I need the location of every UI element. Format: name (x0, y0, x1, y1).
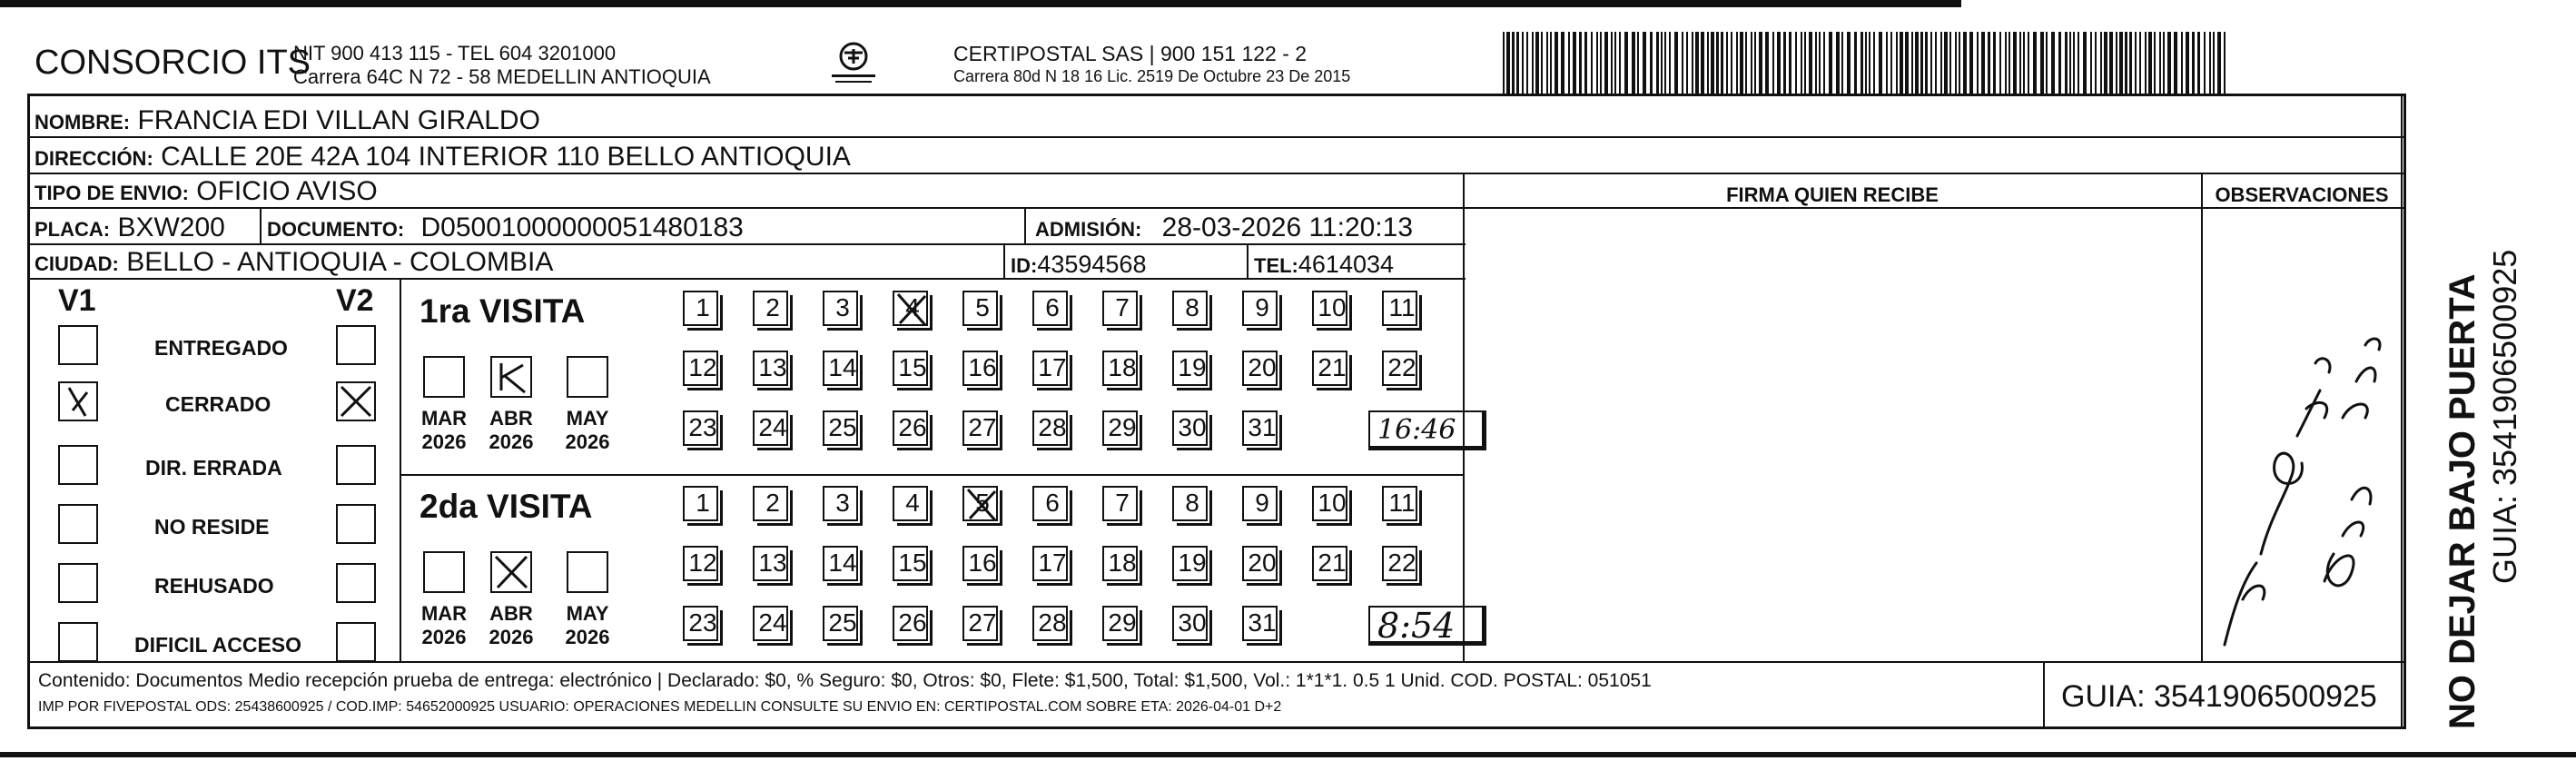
day-checkbox[interactable]: 28 (1032, 410, 1072, 450)
day-checkbox[interactable]: 21 (1312, 546, 1352, 586)
barcode-bar (1591, 32, 1593, 94)
barcode-bar (1619, 32, 1621, 94)
barcode-bar (2167, 32, 2171, 94)
barcode-bar (1809, 32, 1812, 94)
day-checkbox[interactable]: 29 (1102, 606, 1142, 646)
barcode-bar (2100, 32, 2102, 94)
barcode-bar (2109, 32, 2113, 94)
barcode-bar (2019, 32, 2021, 94)
barcode-bar (2139, 32, 2141, 94)
col-divider (1247, 243, 1249, 278)
barcode-bar (1920, 32, 1923, 94)
barcode-bar (2046, 32, 2048, 94)
day-checkbox[interactable]: 17 (1032, 546, 1072, 586)
v2-label: V2 (336, 283, 374, 318)
barcode-bar (1783, 32, 1786, 94)
v2-checkbox[interactable] (336, 504, 376, 544)
v2-checkbox[interactable] (336, 381, 376, 421)
v2-checkbox[interactable] (336, 445, 376, 485)
barcode-bar (1772, 32, 1774, 94)
barcode-bar (2135, 32, 2137, 94)
barcode-bar (1940, 32, 1942, 94)
barcode-bar (2213, 32, 2215, 94)
status-label: DIR. ERRADA (145, 456, 282, 479)
barcode-bar (1716, 32, 1719, 94)
placa-field: PLACA: BXW200 (35, 212, 225, 242)
day-checkbox[interactable]: 15 (893, 546, 933, 586)
day-checkbox[interactable]: 5 (962, 291, 1002, 331)
day-checkbox[interactable]: 4 (893, 291, 933, 331)
day-checkbox[interactable]: 12 (683, 351, 723, 390)
barcode-bar (1526, 32, 1528, 94)
v2-checkbox[interactable] (336, 325, 376, 365)
day-checkbox[interactable]: 1 (683, 486, 723, 526)
certipostal-logo-icon (826, 38, 881, 93)
barcode-bar (1600, 32, 1602, 94)
day-checkbox[interactable]: 3 (823, 486, 863, 526)
documento-field: DOCUMENTO: D050010000000514​80183 (267, 212, 744, 242)
day-mark-icon (893, 291, 933, 331)
company-name: CONSORCIO ITS (35, 44, 311, 82)
barcode-bar (1568, 32, 1570, 94)
barcode-bar (1988, 32, 1990, 94)
day-checkbox[interactable]: 6 (1032, 291, 1072, 331)
barcode-bar (1707, 32, 1709, 94)
day-checkbox[interactable]: 15 (893, 351, 933, 390)
day-checkbox[interactable]: 9 (1242, 291, 1282, 331)
barcode-bar (1981, 32, 1985, 94)
admision-field: ADMISIÓN: 28-03-2026 11:20:13 (1035, 212, 1414, 242)
barcode-bar (1829, 32, 1832, 94)
row-divider (28, 278, 1466, 280)
address-line: Carrera 64C N 72 - 58 MEDELLIN ANTIOQUIA (293, 65, 711, 88)
barcode-bar (1643, 32, 1646, 94)
visit-divider (400, 474, 1463, 476)
barcode-bar (2129, 32, 2132, 94)
barcode-bar (1854, 32, 1857, 94)
observaciones-header: OBSERVACIONES (2215, 183, 2389, 206)
barcode-bar (2073, 32, 2075, 94)
barcode-bar (1731, 32, 1732, 94)
barcode-bar (1911, 32, 1913, 94)
day-checkbox[interactable]: 12 (683, 546, 723, 586)
barcode-bar (1656, 32, 1659, 94)
barcode-bar (1674, 32, 1678, 94)
day-checkbox[interactable]: 19 (1172, 351, 1212, 390)
day-checkbox[interactable]: 18 (1102, 546, 1142, 586)
day-checkbox[interactable]: 22 (1382, 546, 1422, 586)
barcode-bar (2209, 32, 2211, 94)
day-checkbox[interactable]: 30 (1172, 410, 1212, 450)
day-checkbox[interactable]: 13 (753, 351, 793, 390)
barcode-bar (2186, 32, 2189, 94)
barcode-bar (2040, 32, 2044, 94)
tel-field: TEL:4614034 (1254, 251, 1395, 278)
row-divider (28, 207, 2403, 209)
day-checkbox[interactable]: 31 (1242, 606, 1282, 646)
tipo-envio-field: TIPO DE ENVIO: OFICIO AVISO (35, 176, 378, 206)
barcode-bar (1959, 32, 1960, 94)
barcode-bar (1999, 32, 2001, 94)
barcode-bar (1695, 32, 1699, 94)
v1-checkbox[interactable] (58, 622, 98, 662)
footer-print-info: IMP POR FIVEPOSTAL ODS: 25438600925 / COD.IMP: 54652000925 USUARIO: OPERACIONES MEDELLIN CONSULTE SU ENVIO EN: CERTIPOSTAL.COM SOBRE ETA: 2026-04-01 D+2 (38, 699, 1282, 715)
barcode-bar (2192, 32, 2195, 94)
barcode-bar (1516, 32, 1519, 94)
barcode-bar (2058, 32, 2061, 94)
visit-time-box[interactable] (1368, 410, 1486, 450)
barcode-bar (1890, 32, 1892, 94)
barcode-bar (1669, 32, 1671, 94)
col-divider (2201, 173, 2203, 661)
day-checkbox[interactable]: 31 (1242, 410, 1282, 450)
month-label: MAY 2026 (565, 407, 610, 453)
barcode-bar (1819, 32, 1821, 94)
day-checkbox[interactable]: 10 (1312, 486, 1352, 526)
visit-title: 2da VISITA (419, 488, 593, 525)
day-checkbox[interactable]: 21 (1312, 351, 1352, 390)
day-checkbox[interactable]: 27 (962, 606, 1002, 646)
v2-checkbox[interactable] (336, 563, 376, 603)
day-checkbox[interactable]: 1 (683, 291, 723, 331)
barcode-bar (1795, 32, 1797, 94)
barcode-bar (1522, 32, 1524, 94)
barcode-bar (1801, 32, 1802, 94)
barcode-bar (1944, 32, 1948, 94)
day-checkbox[interactable]: 14 (823, 351, 863, 390)
barcode-bar (1532, 32, 1534, 94)
col-divider (400, 278, 401, 661)
col-divider (2401, 94, 2403, 729)
day-checkbox[interactable]: 28 (1032, 606, 1072, 646)
day-checkbox[interactable]: 6 (1032, 486, 1072, 526)
barcode-bar (1554, 32, 1558, 94)
no-dejar-bajo-puerta: NO DEJAR BAJO PUERTA (2443, 273, 2482, 729)
day-checkbox[interactable]: 14 (823, 546, 863, 586)
month-checkbox-mar[interactable] (423, 356, 465, 398)
day-checkbox[interactable]: 26 (893, 606, 933, 646)
barcode-bar (1915, 32, 1919, 94)
barcode-bar (1650, 32, 1653, 94)
barcode-bar (1977, 32, 1979, 94)
nombre-value: FRANCIA EDI VILLAN GIRALDO (137, 105, 540, 135)
top-border (0, 0, 1961, 7)
barcode-bar (1596, 32, 1598, 94)
barcode-bar (1896, 32, 1898, 94)
bottom-border (0, 752, 2576, 757)
barcode-bar (2217, 32, 2221, 94)
month-checkbox-mar[interactable] (423, 551, 465, 593)
barcode-bar (1682, 32, 1683, 94)
day-checkbox[interactable]: 5 (962, 486, 1002, 526)
barcode-bar (2224, 32, 2226, 94)
day-checkbox[interactable]: 30 (1172, 606, 1212, 646)
v1-checkbox[interactable] (58, 325, 98, 365)
barcode-bar (1686, 32, 1688, 94)
month-checkbox-may[interactable] (567, 551, 608, 593)
footer-content: Contenido: Documentos Medio recepción prueba de entrega: electrónico | Declarado: $0, % Seguro: $0, Otros: $0, Flete: $1,500, Total: $1,500, Vol.: 1*1*1. 0.5 1 Unid. COD. POSTAL: 051051 (38, 670, 1652, 691)
documento-value: D050010000000514​80183 (420, 212, 744, 242)
month-label: MAR 2026 (420, 407, 468, 453)
v1-label: V1 (58, 283, 96, 318)
barcode-bar (1905, 32, 1909, 94)
barcode-bar (1740, 32, 1743, 94)
barcode-bar (2023, 32, 2025, 94)
barcode (1503, 32, 2229, 94)
id-field: ID:43594568 (1011, 251, 1147, 278)
barcode-bar (2125, 32, 2127, 94)
barcode-bar (1624, 32, 1628, 94)
day-checkbox[interactable]: 18 (1102, 351, 1142, 390)
barcode-bar (1604, 32, 1608, 94)
day-checkbox[interactable]: 24 (753, 410, 793, 450)
col-divider (260, 207, 262, 243)
barcode-bar (1579, 32, 1582, 94)
barcode-bar (2204, 32, 2206, 94)
barcode-bar (1804, 32, 1806, 94)
row-divider (28, 136, 2403, 138)
day-checkbox[interactable]: 16 (962, 351, 1002, 390)
certipostal-line2: Carrera 80d N 18 16 Lic. 2519 De Octubre 23 De 2015 (953, 67, 1351, 85)
month-checkbox-abr[interactable] (490, 356, 532, 398)
day-checkbox[interactable]: 22 (1382, 351, 1422, 390)
barcode-bar (1535, 32, 1539, 94)
col-divider (2043, 661, 2045, 729)
barcode-bar (2065, 32, 2068, 94)
tel-value: 4614034 (1298, 251, 1395, 278)
barcode-bar (2069, 32, 2071, 94)
month-checkbox-may[interactable] (567, 356, 608, 398)
month-label: ABR 2026 (489, 602, 534, 648)
barcode-bar (2028, 32, 2029, 94)
barcode-bar (1512, 32, 1515, 94)
day-mark-icon (962, 486, 1002, 526)
barcode-bar (2116, 32, 2117, 94)
barcode-bar (1993, 32, 1996, 94)
day-checkbox[interactable]: 3 (823, 291, 863, 331)
barcode-bar (2104, 32, 2107, 94)
day-checkbox[interactable]: 29 (1102, 410, 1142, 450)
visit-time: 16:46 (1377, 414, 1456, 446)
day-checkbox[interactable]: 23 (683, 410, 723, 450)
day-checkbox[interactable]: 7 (1102, 486, 1142, 526)
barcode-bar (1860, 32, 1863, 94)
barcode-bar (1955, 32, 1957, 94)
barcode-bar (1503, 32, 1505, 94)
barcode-bar (2119, 32, 2123, 94)
barcode-bar (1865, 32, 1867, 94)
barcode-bar (1815, 32, 1817, 94)
col-divider (1003, 243, 1005, 278)
v2-checkbox[interactable] (336, 622, 376, 662)
admision-value: 28-03-2026 11:20:13 (1161, 212, 1414, 242)
footer-guia: GUIA: 3541906500925 (2061, 679, 2377, 714)
barcode-bar (1879, 32, 1882, 94)
day-checkbox[interactable]: 7 (1102, 291, 1142, 331)
certipostal-line1: CERTIPOSTAL SAS | 900 151 122 - 2 (953, 42, 1308, 65)
footer-divider (28, 661, 2403, 663)
status-label: CERRADO (165, 392, 271, 416)
barcode-bar (1873, 32, 1875, 94)
barcode-bar (1765, 32, 1769, 94)
barcode-bar (1701, 32, 1704, 94)
barcode-bar (2008, 32, 2010, 94)
day-checkbox[interactable]: 8 (1172, 291, 1212, 331)
day-checkbox[interactable]: 4 (893, 486, 933, 526)
side-guia: GUIA: 3541906500925 (2486, 249, 2523, 584)
barcode-bar (1823, 32, 1825, 94)
month-label: ABR 2026 (489, 407, 534, 453)
barcode-bar (2083, 32, 2087, 94)
barcode-bar (1745, 32, 1747, 94)
barcode-bar (1561, 32, 1564, 94)
direccion-value: CALLE 20E 42A 104 INTERIOR 110 BELLO ANTIOQUIA (161, 142, 851, 172)
nombre-field: NOMBRE: FRANCIA EDI VILLAN GIRALDO (35, 105, 540, 135)
barcode-bar (1736, 32, 1738, 94)
barcode-bar (1900, 32, 1903, 94)
status-label: ENTREGADO (154, 336, 288, 360)
barcode-bar (2005, 32, 2007, 94)
placa-value: BXW200 (117, 212, 225, 242)
day-checkbox[interactable]: 23 (683, 606, 723, 646)
status-label: NO RESIDE (154, 515, 270, 539)
barcode-bar (2148, 32, 2152, 94)
barcode-bar (1584, 32, 1587, 94)
day-checkbox[interactable]: 25 (823, 606, 863, 646)
direccion-field: DIRECCIÓN: CALLE 20E 42A 104 INTERIOR 110 BELLO ANTIOQUIA (35, 142, 851, 172)
row-divider (28, 173, 2403, 174)
month-label: MAY 2026 (565, 602, 610, 648)
barcode-bar (2095, 32, 2097, 94)
barcode-bar (2159, 32, 2161, 94)
barcode-bar (1614, 32, 1616, 94)
visit-time: 8:54 (1377, 606, 1456, 646)
day-checkbox[interactable]: 19 (1172, 546, 1212, 586)
col-divider (1024, 207, 1026, 243)
nit-line: NIT 900 413 115 - TEL 604 3201000 (293, 42, 617, 64)
barcode-bar (1711, 32, 1714, 94)
barcode-bar (2090, 32, 2092, 94)
barcode-bar (1550, 32, 1552, 94)
day-checkbox[interactable]: 20 (1242, 351, 1282, 390)
id-value: 43594568 (1037, 251, 1147, 278)
v1-checkbox[interactable] (58, 445, 98, 485)
barcode-bar (1789, 32, 1791, 94)
barcode-bar (2145, 32, 2147, 94)
barcode-bar (1836, 32, 1840, 94)
barcode-bar (1969, 32, 1973, 94)
ciudad-field: CIUDAD: BELLO - ANTIOQUIA - COLOMBIA (35, 247, 554, 277)
day-checkbox[interactable]: 25 (823, 410, 863, 450)
v1-checkbox[interactable] (58, 563, 98, 603)
status-label: REHUSADO (154, 574, 274, 598)
observacion-signature (2206, 309, 2397, 654)
day-checkbox[interactable]: 8 (1172, 486, 1212, 526)
barcode-bar (1869, 32, 1870, 94)
barcode-bar (1759, 32, 1762, 94)
day-checkbox[interactable]: 2 (753, 486, 793, 526)
barcode-bar (2033, 32, 2037, 94)
visit-title: 1ra VISITA (419, 292, 586, 330)
ciudad-value: BELLO - ANTIOQUIA - COLOMBIA (126, 247, 554, 277)
day-checkbox[interactable]: 27 (962, 410, 1002, 450)
barcode-bar (2013, 32, 2017, 94)
barcode-bar (1637, 32, 1639, 94)
barcode-bar (1935, 32, 1937, 94)
month-checkbox-abr[interactable] (490, 551, 532, 593)
day-checkbox[interactable]: 11 (1382, 486, 1422, 526)
barcode-bar (1661, 32, 1663, 94)
barcode-bar (1611, 32, 1613, 94)
day-checkbox[interactable]: 11 (1382, 291, 1422, 331)
day-checkbox[interactable]: 9 (1242, 486, 1282, 526)
barcode-bar (1541, 32, 1543, 94)
status-label: DIFICIL ACCESO (134, 633, 302, 657)
day-checkbox[interactable]: 24 (753, 606, 793, 646)
barcode-bar (1721, 32, 1723, 94)
barcode-bar (1777, 32, 1781, 94)
day-checkbox[interactable]: 10 (1312, 291, 1352, 331)
day-checkbox[interactable]: 26 (893, 410, 933, 450)
visit-time-box[interactable] (1368, 606, 1486, 646)
barcode-bar (1573, 32, 1576, 94)
day-checkbox[interactable]: 2 (753, 291, 793, 331)
barcode-bar (1664, 32, 1666, 94)
barcode-bar (1692, 32, 1693, 94)
barcode-bar (2078, 32, 2079, 94)
barcode-bar (2051, 32, 2055, 94)
day-checkbox[interactable]: 13 (753, 546, 793, 586)
month-label: MAR 2026 (420, 602, 468, 648)
row-divider (28, 243, 1466, 245)
v1-checkbox[interactable] (58, 381, 98, 421)
day-checkbox[interactable]: 20 (1242, 546, 1282, 586)
barcode-bar (2197, 32, 2200, 94)
barcode-bar (2163, 32, 2165, 94)
tipo-envio-value: OFICIO AVISO (196, 176, 378, 206)
barcode-bar (1751, 32, 1752, 94)
barcode-bar (1925, 32, 1928, 94)
barcode-bar (1949, 32, 1951, 94)
barcode-bar (1886, 32, 1888, 94)
barcode-bar (1930, 32, 1932, 94)
barcode-bar (1506, 32, 1510, 94)
barcode-bar (2174, 32, 2177, 94)
barcode-bar (1754, 32, 1756, 94)
side-warning (2406, 94, 2523, 729)
day-checkbox[interactable]: 16 (962, 546, 1002, 586)
barcode-bar (1546, 32, 1548, 94)
barcode-bar (1726, 32, 1728, 94)
barcode-bar (1841, 32, 1843, 94)
barcode-bar (2181, 32, 2183, 94)
day-checkbox[interactable]: 17 (1032, 351, 1072, 390)
firma-header: FIRMA QUIEN RECIBE (1726, 183, 1939, 206)
barcode-bar (1963, 32, 1967, 94)
barcode-bar (1847, 32, 1851, 94)
barcode-bar (2154, 32, 2156, 94)
v1-checkbox[interactable] (58, 504, 98, 544)
barcode-bar (1632, 32, 1635, 94)
